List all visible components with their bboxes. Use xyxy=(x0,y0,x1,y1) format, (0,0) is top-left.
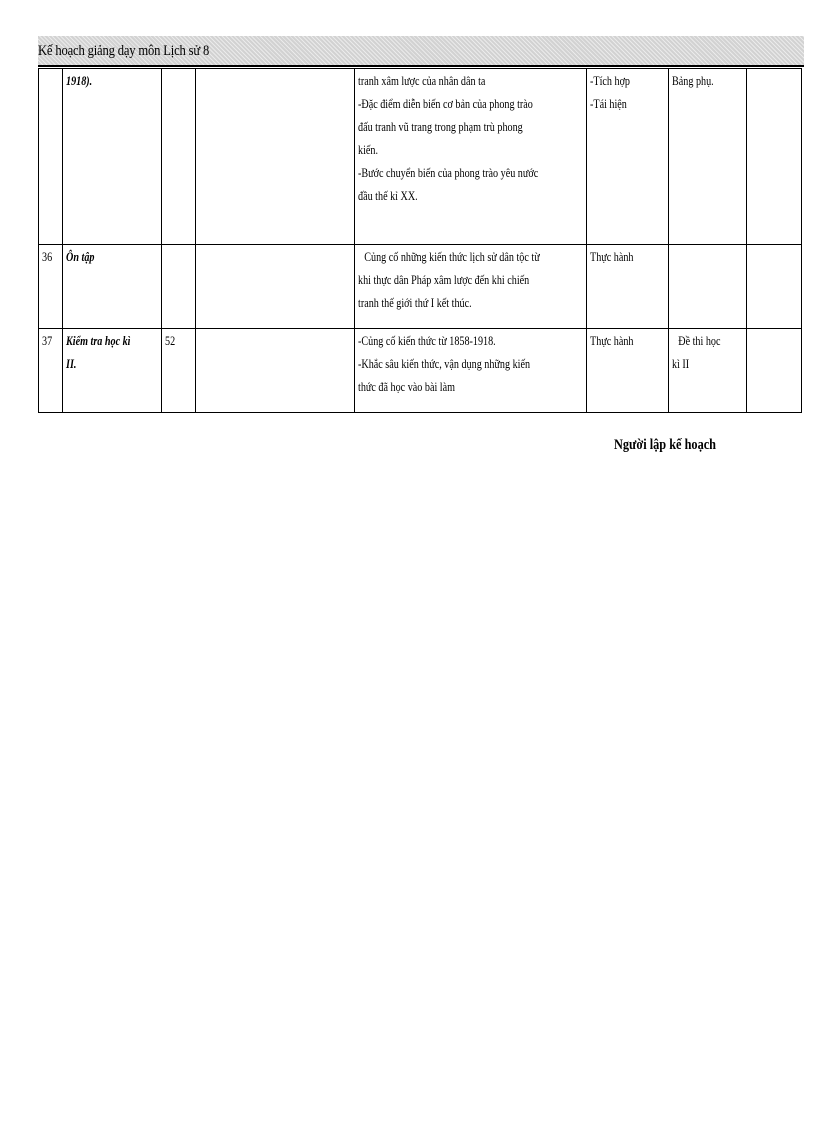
cell-content: tranh xâm lược của nhân dân ta -Đặc điểm diễn biến cơ bản của phong trào đấu tranh vũ trang trong phạm trù phong kiến. -Bước chuyển biến của phong trào yêu nước đầu thế kỉ XX. xyxy=(355,69,587,245)
lesson-plan-table xyxy=(38,68,802,413)
page-header xyxy=(38,36,804,67)
cell-periods: 52 xyxy=(162,329,196,413)
cell-content: -Củng cố kiến thức từ 1858-1918. -Khắc sâu kiến thức, vận dụng những kiến thức đã học vào bài làm xyxy=(355,329,587,413)
cell-method: Thực hành xyxy=(587,329,669,413)
cell-materials xyxy=(669,245,747,329)
cell-materials: Đề thi học kì II xyxy=(669,329,747,413)
page-title: Kế hoạch giảng dạy môn Lịch sử 8 xyxy=(38,43,210,59)
cell-materials: Bảng phụ. xyxy=(669,69,747,245)
cell-col4 xyxy=(196,69,355,245)
cell-lesson: Ôn tập xyxy=(63,245,162,329)
cell-notes xyxy=(747,329,802,413)
cell-lesson: 1918). xyxy=(63,69,162,245)
table-row xyxy=(39,245,802,329)
cell-notes xyxy=(747,69,802,245)
signature-label: Người lập kế hoạch xyxy=(614,437,717,453)
cell-no: 37 xyxy=(39,329,63,413)
cell-col4 xyxy=(196,245,355,329)
cell-notes xyxy=(747,245,802,329)
cell-no: 36 xyxy=(39,245,63,329)
cell-content: Củng cố những kiến thức lịch sử dân tộc từ khi thực dân Pháp xâm lược đến khi chiến tranh thế giới thứ I kết thúc. xyxy=(355,245,587,329)
cell-periods xyxy=(162,245,196,329)
cell-lesson: Kiểm tra học kì II. xyxy=(63,329,162,413)
cell-method: Thực hành xyxy=(587,245,669,329)
cell-periods xyxy=(162,69,196,245)
cell-method: -Tích hợp -Tái hiện xyxy=(587,69,669,245)
table-row xyxy=(39,329,802,413)
cell-col4 xyxy=(196,329,355,413)
cell-no xyxy=(39,69,63,245)
table-row xyxy=(39,69,802,245)
